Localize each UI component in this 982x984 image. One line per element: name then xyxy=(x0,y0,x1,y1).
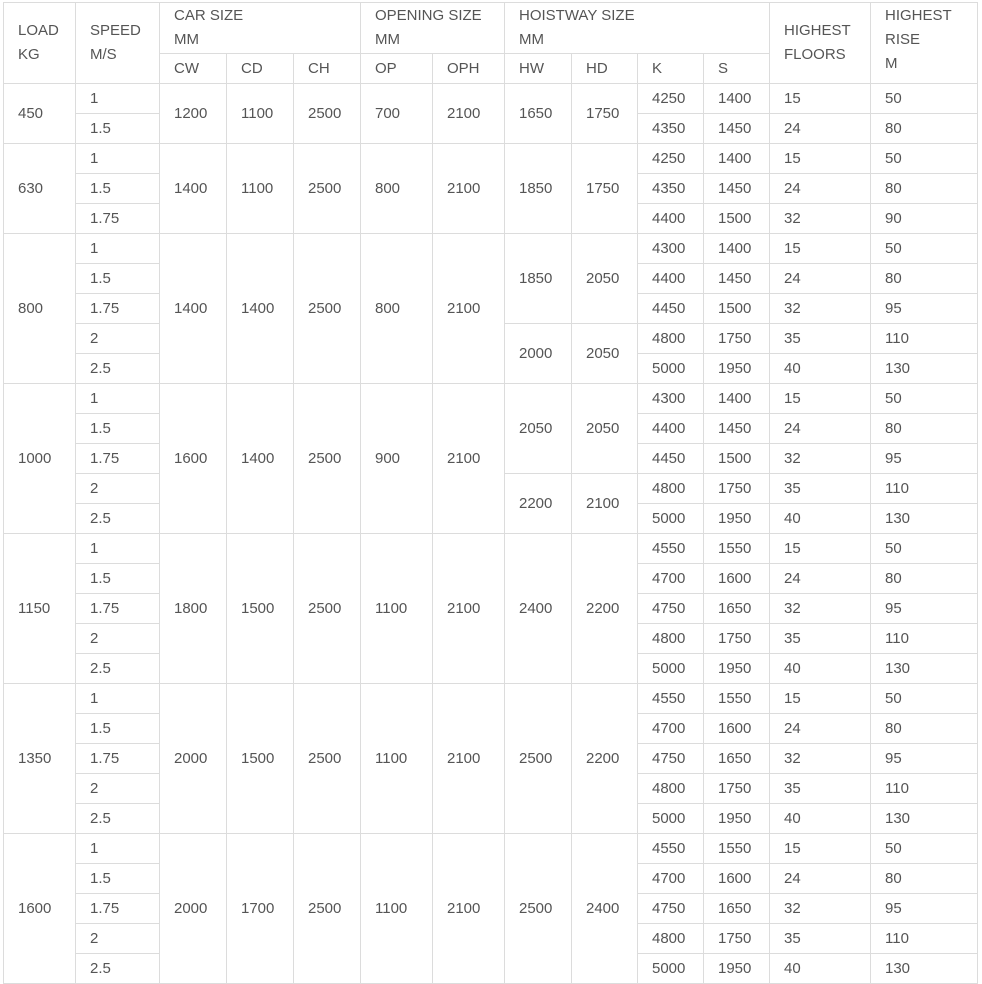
floors-cell: 32 xyxy=(770,894,871,924)
cd-cell: 1100 xyxy=(227,144,294,234)
speed-cell: 2 xyxy=(76,624,160,654)
ch-cell: 2500 xyxy=(294,834,361,984)
rise-cell: 130 xyxy=(871,504,978,534)
s-cell: 1650 xyxy=(704,594,770,624)
speed-cell: 1.5 xyxy=(76,114,160,144)
load-cell: 800 xyxy=(4,234,76,384)
floors-cell: 40 xyxy=(770,954,871,984)
rise-cell: 110 xyxy=(871,924,978,954)
elevator-spec-table xyxy=(3,2,978,984)
table-row xyxy=(4,684,978,714)
speed-cell: 1.5 xyxy=(76,564,160,594)
oph-cell: 2100 xyxy=(433,834,505,984)
k-cell: 4250 xyxy=(638,144,704,174)
op-cell: 800 xyxy=(361,234,433,384)
ch-cell: 2500 xyxy=(294,534,361,684)
s-cell: 1550 xyxy=(704,534,770,564)
table-row xyxy=(4,534,978,564)
load-cell: 450 xyxy=(4,84,76,144)
ch-cell: 2500 xyxy=(294,144,361,234)
k-cell: 4300 xyxy=(638,384,704,414)
load-cell: 630 xyxy=(4,144,76,234)
rise-cell: 80 xyxy=(871,714,978,744)
speed-cell: 1.5 xyxy=(76,264,160,294)
k-cell: 4350 xyxy=(638,174,704,204)
speed-cell: 1 xyxy=(76,144,160,174)
speed-cell: 1.75 xyxy=(76,204,160,234)
s-cell: 1450 xyxy=(704,174,770,204)
header-ch: CH xyxy=(294,54,361,84)
s-cell: 1950 xyxy=(704,504,770,534)
speed-cell: 1.5 xyxy=(76,714,160,744)
speed-cell: 1 xyxy=(76,384,160,414)
floors-cell: 24 xyxy=(770,264,871,294)
rise-cell: 110 xyxy=(871,474,978,504)
hw-cell: 2500 xyxy=(505,834,572,984)
k-cell: 4750 xyxy=(638,894,704,924)
s-cell: 1750 xyxy=(704,474,770,504)
oph-cell: 2100 xyxy=(433,384,505,534)
floors-cell: 40 xyxy=(770,504,871,534)
rise-cell: 80 xyxy=(871,864,978,894)
floors-cell: 15 xyxy=(770,384,871,414)
s-cell: 1650 xyxy=(704,894,770,924)
k-cell: 4550 xyxy=(638,534,704,564)
header-cw: CW xyxy=(160,54,227,84)
ch-cell: 2500 xyxy=(294,684,361,834)
k-cell: 4750 xyxy=(638,744,704,774)
rise-cell: 130 xyxy=(871,804,978,834)
op-cell: 700 xyxy=(361,84,433,144)
header-hw: HW xyxy=(505,54,572,84)
floors-cell: 35 xyxy=(770,474,871,504)
hw-cell: 1850 xyxy=(505,144,572,234)
speed-cell: 2.5 xyxy=(76,804,160,834)
speed-cell: 2.5 xyxy=(76,354,160,384)
k-cell: 4700 xyxy=(638,564,704,594)
k-cell: 4750 xyxy=(638,594,704,624)
hw-cell: 2500 xyxy=(505,684,572,834)
header-cd: CD xyxy=(227,54,294,84)
rise-cell: 50 xyxy=(871,834,978,864)
speed-cell: 1.75 xyxy=(76,744,160,774)
s-cell: 1750 xyxy=(704,774,770,804)
floors-cell: 24 xyxy=(770,714,871,744)
floors-cell: 24 xyxy=(770,564,871,594)
rise-cell: 110 xyxy=(871,624,978,654)
cw-cell: 1400 xyxy=(160,234,227,384)
k-cell: 4550 xyxy=(638,684,704,714)
s-cell: 1950 xyxy=(704,954,770,984)
k-cell: 4450 xyxy=(638,444,704,474)
oph-cell: 2100 xyxy=(433,84,505,144)
floors-cell: 15 xyxy=(770,534,871,564)
header-oph: OPH xyxy=(433,54,505,84)
header-speed: SPEED M/S xyxy=(76,3,160,84)
rise-cell: 80 xyxy=(871,564,978,594)
cw-cell: 2000 xyxy=(160,684,227,834)
k-cell: 4550 xyxy=(638,834,704,864)
hd-cell: 2050 xyxy=(572,324,638,384)
floors-cell: 40 xyxy=(770,804,871,834)
rise-cell: 80 xyxy=(871,414,978,444)
rise-cell: 50 xyxy=(871,534,978,564)
ch-cell: 2500 xyxy=(294,234,361,384)
speed-cell: 2.5 xyxy=(76,504,160,534)
floors-cell: 15 xyxy=(770,834,871,864)
k-cell: 4400 xyxy=(638,204,704,234)
oph-cell: 2100 xyxy=(433,534,505,684)
k-cell: 4350 xyxy=(638,114,704,144)
s-cell: 1950 xyxy=(704,804,770,834)
k-cell: 4700 xyxy=(638,714,704,744)
rise-cell: 110 xyxy=(871,774,978,804)
floors-cell: 15 xyxy=(770,144,871,174)
rise-cell: 80 xyxy=(871,174,978,204)
load-cell: 1000 xyxy=(4,384,76,534)
hw-cell: 2400 xyxy=(505,534,572,684)
rise-cell: 80 xyxy=(871,114,978,144)
s-cell: 1950 xyxy=(704,654,770,684)
k-cell: 4450 xyxy=(638,294,704,324)
speed-cell: 2.5 xyxy=(76,954,160,984)
cd-cell: 1500 xyxy=(227,684,294,834)
s-cell: 1400 xyxy=(704,234,770,264)
header-highest-floors: HIGHEST FLOORS xyxy=(770,3,871,84)
floors-cell: 24 xyxy=(770,174,871,204)
rise-cell: 130 xyxy=(871,954,978,984)
hd-cell: 2100 xyxy=(572,474,638,534)
s-cell: 1450 xyxy=(704,114,770,144)
speed-cell: 1 xyxy=(76,534,160,564)
s-cell: 1400 xyxy=(704,384,770,414)
table-row xyxy=(4,234,978,264)
k-cell: 4400 xyxy=(638,414,704,444)
cw-cell: 2000 xyxy=(160,834,227,984)
speed-cell: 1.5 xyxy=(76,864,160,894)
ch-cell: 2500 xyxy=(294,384,361,534)
cd-cell: 1400 xyxy=(227,384,294,534)
cw-cell: 1400 xyxy=(160,144,227,234)
header-k: K xyxy=(638,54,704,84)
rise-cell: 95 xyxy=(871,594,978,624)
header-highest-rise: HIGHEST RISE M xyxy=(871,3,978,84)
k-cell: 5000 xyxy=(638,804,704,834)
k-cell: 4300 xyxy=(638,234,704,264)
s-cell: 1450 xyxy=(704,414,770,444)
s-cell: 1600 xyxy=(704,564,770,594)
hw-cell: 1650 xyxy=(505,84,572,144)
k-cell: 5000 xyxy=(638,654,704,684)
speed-cell: 2 xyxy=(76,474,160,504)
s-cell: 1600 xyxy=(704,714,770,744)
rise-cell: 50 xyxy=(871,234,978,264)
cd-cell: 1400 xyxy=(227,234,294,384)
table-row xyxy=(4,144,978,174)
k-cell: 5000 xyxy=(638,954,704,984)
cw-cell: 1200 xyxy=(160,84,227,144)
floors-cell: 32 xyxy=(770,204,871,234)
hd-cell: 2050 xyxy=(572,234,638,324)
k-cell: 5000 xyxy=(638,504,704,534)
k-cell: 4800 xyxy=(638,774,704,804)
rise-cell: 50 xyxy=(871,84,978,114)
table-row xyxy=(4,384,978,414)
s-cell: 1400 xyxy=(704,84,770,114)
op-cell: 900 xyxy=(361,384,433,534)
speed-cell: 2 xyxy=(76,924,160,954)
cw-cell: 1800 xyxy=(160,534,227,684)
k-cell: 4800 xyxy=(638,624,704,654)
cd-cell: 1700 xyxy=(227,834,294,984)
load-cell: 1600 xyxy=(4,834,76,984)
speed-cell: 1.75 xyxy=(76,444,160,474)
header-car-size: CAR SIZE MM xyxy=(160,3,361,54)
s-cell: 1600 xyxy=(704,864,770,894)
floors-cell: 32 xyxy=(770,294,871,324)
oph-cell: 2100 xyxy=(433,144,505,234)
k-cell: 4250 xyxy=(638,84,704,114)
oph-cell: 2100 xyxy=(433,234,505,384)
s-cell: 1500 xyxy=(704,294,770,324)
rise-cell: 50 xyxy=(871,684,978,714)
rise-cell: 130 xyxy=(871,354,978,384)
s-cell: 1750 xyxy=(704,324,770,354)
hw-cell: 1850 xyxy=(505,234,572,324)
s-cell: 1400 xyxy=(704,144,770,174)
floors-cell: 35 xyxy=(770,774,871,804)
header-opening-size: OPENING SIZE MM xyxy=(361,3,505,54)
k-cell: 4400 xyxy=(638,264,704,294)
load-cell: 1150 xyxy=(4,534,76,684)
hw-cell: 2050 xyxy=(505,384,572,474)
s-cell: 1550 xyxy=(704,834,770,864)
op-cell: 1100 xyxy=(361,534,433,684)
hd-cell: 2200 xyxy=(572,684,638,834)
rise-cell: 130 xyxy=(871,654,978,684)
s-cell: 1550 xyxy=(704,684,770,714)
floors-cell: 24 xyxy=(770,414,871,444)
hw-cell: 2200 xyxy=(505,474,572,534)
floors-cell: 40 xyxy=(770,654,871,684)
cd-cell: 1500 xyxy=(227,534,294,684)
s-cell: 1500 xyxy=(704,204,770,234)
speed-cell: 1 xyxy=(76,84,160,114)
speed-cell: 2 xyxy=(76,324,160,354)
k-cell: 4800 xyxy=(638,324,704,354)
speed-cell: 1 xyxy=(76,684,160,714)
floors-cell: 32 xyxy=(770,594,871,624)
rise-cell: 50 xyxy=(871,144,978,174)
s-cell: 1750 xyxy=(704,624,770,654)
rise-cell: 95 xyxy=(871,744,978,774)
rise-cell: 90 xyxy=(871,204,978,234)
floors-cell: 32 xyxy=(770,444,871,474)
speed-cell: 1 xyxy=(76,834,160,864)
oph-cell: 2100 xyxy=(433,684,505,834)
cd-cell: 1100 xyxy=(227,84,294,144)
s-cell: 1950 xyxy=(704,354,770,384)
load-cell: 1350 xyxy=(4,684,76,834)
rise-cell: 80 xyxy=(871,264,978,294)
speed-cell: 1 xyxy=(76,234,160,264)
ch-cell: 2500 xyxy=(294,84,361,144)
speed-cell: 1.75 xyxy=(76,894,160,924)
k-cell: 4700 xyxy=(638,864,704,894)
speed-cell: 2 xyxy=(76,774,160,804)
speed-cell: 1.75 xyxy=(76,294,160,324)
hd-cell: 1750 xyxy=(572,84,638,144)
k-cell: 4800 xyxy=(638,474,704,504)
s-cell: 1750 xyxy=(704,924,770,954)
k-cell: 4800 xyxy=(638,924,704,954)
rise-cell: 95 xyxy=(871,894,978,924)
floors-cell: 15 xyxy=(770,684,871,714)
floors-cell: 32 xyxy=(770,744,871,774)
table-row xyxy=(4,84,978,114)
hd-cell: 2400 xyxy=(572,834,638,984)
hd-cell: 1750 xyxy=(572,144,638,234)
op-cell: 800 xyxy=(361,144,433,234)
speed-cell: 1.5 xyxy=(76,414,160,444)
header-s: S xyxy=(704,54,770,84)
header-hd: HD xyxy=(572,54,638,84)
floors-cell: 35 xyxy=(770,624,871,654)
header-load: LOAD KG xyxy=(4,3,76,84)
header-op: OP xyxy=(361,54,433,84)
cw-cell: 1600 xyxy=(160,384,227,534)
rise-cell: 95 xyxy=(871,294,978,324)
floors-cell: 35 xyxy=(770,924,871,954)
rise-cell: 95 xyxy=(871,444,978,474)
rise-cell: 110 xyxy=(871,324,978,354)
floors-cell: 15 xyxy=(770,84,871,114)
s-cell: 1500 xyxy=(704,444,770,474)
k-cell: 5000 xyxy=(638,354,704,384)
op-cell: 1100 xyxy=(361,684,433,834)
speed-cell: 2.5 xyxy=(76,654,160,684)
rise-cell: 50 xyxy=(871,384,978,414)
table-row xyxy=(4,834,978,864)
op-cell: 1100 xyxy=(361,834,433,984)
table-body xyxy=(4,84,978,984)
hd-cell: 2050 xyxy=(572,384,638,474)
floors-cell: 24 xyxy=(770,864,871,894)
speed-cell: 1.75 xyxy=(76,594,160,624)
s-cell: 1650 xyxy=(704,744,770,774)
hw-cell: 2000 xyxy=(505,324,572,384)
floors-cell: 15 xyxy=(770,234,871,264)
header-hoistway-size: HOISTWAY SIZE MM xyxy=(505,3,770,54)
s-cell: 1450 xyxy=(704,264,770,294)
floors-cell: 40 xyxy=(770,354,871,384)
floors-cell: 35 xyxy=(770,324,871,354)
hd-cell: 2200 xyxy=(572,534,638,684)
floors-cell: 24 xyxy=(770,114,871,144)
speed-cell: 1.5 xyxy=(76,174,160,204)
